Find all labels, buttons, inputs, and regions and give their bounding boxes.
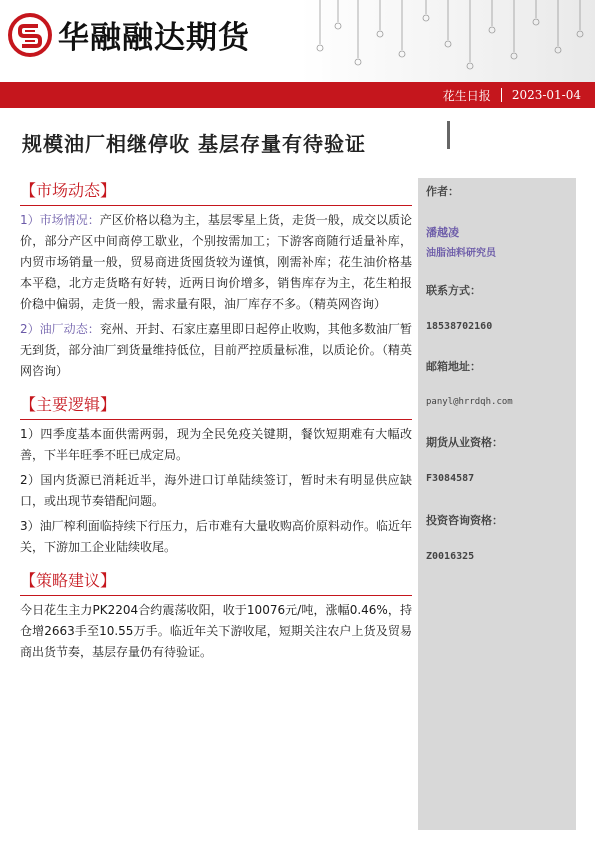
author-department: 油脂油料研究员	[426, 248, 496, 259]
logic-paragraph-1: 1）四季度基本面供需两弱，现为全民免疫关键期，餐饮短期难有大幅改善，下半年旺季不旺已成定局。	[20, 427, 412, 462]
market-heading: 【市场动态】	[20, 181, 117, 200]
advisor-qualification-value: Z0016325	[426, 551, 475, 562]
author-name: 潘越凌	[426, 226, 459, 239]
market-paragraph-2	[20, 319, 412, 382]
market-p2-lead: 2）油厂动态：	[20, 322, 100, 336]
logic-rule	[20, 419, 412, 420]
main-content	[20, 180, 412, 675]
logic-section	[20, 394, 412, 558]
market-p2-body: 兖州、开封、石家庄嘉里即日起停止收购，其他多数油厂暂无到货，部分油厂到货量维持低位，目前严控质量标准，以质论价。（精英网咨询）	[20, 322, 412, 378]
strategy-rule	[20, 595, 412, 596]
logic-paragraph-3: 3）油厂榨利面临持续下行压力，后市难有大量收购高价原料动作。临近年关，下游加工企业陆续收尾。	[20, 519, 412, 554]
strategy-heading: 【策略建议】	[20, 571, 117, 590]
title-divider	[447, 121, 450, 149]
logic-heading: 【主要逻辑】	[20, 395, 117, 414]
futures-qualification-label: 期货从业资格：	[426, 436, 503, 449]
brand-name: 华融融达期货	[58, 20, 250, 56]
market-rule	[20, 205, 412, 206]
futures-qualification-value: F3084587	[426, 473, 475, 484]
author-sidebar	[418, 178, 576, 830]
report-tag-separator	[501, 88, 502, 102]
market-paragraph-1	[20, 210, 412, 315]
email-label: 邮箱地址：	[426, 360, 481, 373]
report-date: 2023-01-04	[511, 88, 581, 102]
header-decoration	[300, 0, 595, 82]
report-type: 花生日报	[442, 88, 491, 103]
advisor-qualification-label: 投资咨询资格：	[426, 514, 503, 527]
market-p1-body: 产区价格以稳为主，基层零星上货，走货一般，成交以质论价，部分产区中间商停工歇业，个别按需加工；下游客商随行适量补库，内贸市场销量一般，贸易商进货囤货较为谨慎，刚需补库；花生油价格基本平稳，北方走货略有好转，近两日询价增多，销售库存为主，花生粕报价稳中偏弱，走货一般，需求量有限，油厂库存不多。（精英网咨询）	[20, 213, 412, 311]
report-tag	[443, 85, 581, 105]
email-value[interactable]: panyl@hrrdqh.com	[426, 397, 513, 407]
market-section	[20, 180, 412, 382]
company-logo-icon	[8, 13, 52, 57]
contact-value: 18538702160	[426, 321, 493, 332]
strategy-section	[20, 570, 412, 663]
strategy-paragraph-1: 今日花生主力PK2204合约震荡收阳，收于10076元/吨，涨幅0.46%，持仓增2663手至10.55万手。临近年关下游收尾，短期关注农户上货及贸易商出货节奏，基层存量仍有待验证。	[20, 603, 412, 659]
market-p1-lead: 1）市场情况：	[20, 213, 100, 227]
brand-logo	[8, 12, 250, 57]
author-label: 作者：	[426, 185, 459, 198]
page-title: 规模油厂相继停收 基层存量有待验证	[22, 132, 366, 156]
page-header	[0, 0, 595, 82]
logic-paragraph-2: 2）国内货源已消耗近半，海外进口订单陆续签订，暂时未有明显供应缺口，或出现节奏错配问题。	[20, 473, 412, 508]
contact-label: 联系方式：	[426, 284, 481, 297]
